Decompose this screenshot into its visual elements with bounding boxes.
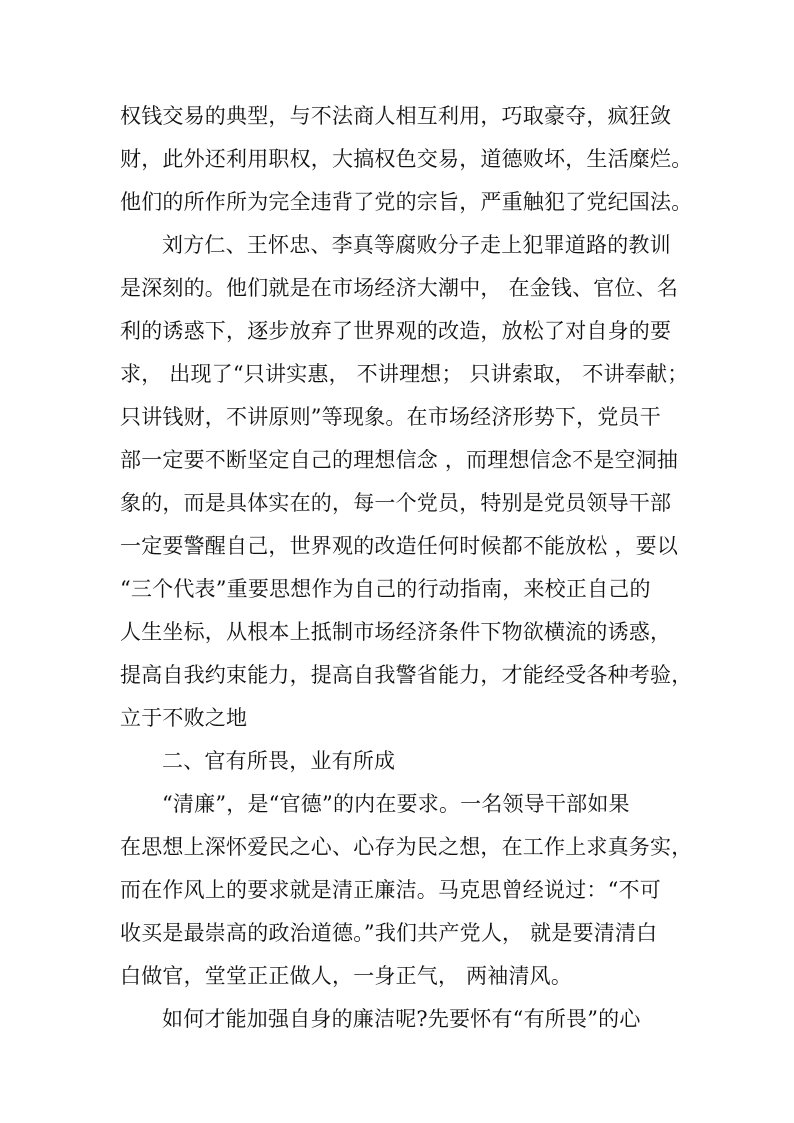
section-heading: 二、官有所畏，业有所成	[162, 749, 396, 773]
text-line: “三个代表”重要思想作为自己的行动指南，来校正自己的	[120, 577, 651, 601]
paragraph-first-line: 如何才能加强自身的廉洁呢?先要怀有“有所畏”的心	[162, 1007, 641, 1031]
text-line: 利的诱惑下，逐步放弃了世界观的改造，放松了对自身的要	[120, 319, 672, 343]
text-line: 人生坐标，从根本上抵制市场经济条件下物欲横流的诱惑，	[120, 620, 672, 644]
text-line: 只讲钱财，不讲原则”等现象。在市场经济形势下，党员干	[120, 405, 661, 429]
text-line: 财，此外还利用职权，大搞权色交易，道德败坏，生活糜烂。	[120, 147, 693, 171]
text-line: 求， 出现了“只讲实惠， 不讲理想； 只讲索取， 不讲奉献；	[120, 362, 689, 386]
text-line: 而在作风上的要求就是清正廉洁。马克思曾经说过：“不可	[120, 878, 661, 902]
text-line: 提高自我约束能力，提高自我警省能力，才能经受各种考验，	[120, 663, 693, 687]
text-line: 他们的所作所为完全违背了党的宗旨，严重触犯了党纪国法。	[120, 190, 693, 214]
text-line: 白做官，堂堂正正做人，一身正气， 两袖清风。	[120, 964, 573, 988]
text-line: 权钱交易的典型，与不法商人相互利用，巧取豪夺，疯狂敛	[120, 104, 672, 128]
paragraph-first-line: “清廉”，是“官德”的内在要求。一名领导干部如果	[162, 792, 630, 816]
text-line: 象的，而是具体实在的，每一个党员，特别是党员领导干部	[120, 491, 672, 515]
paragraph-first-line: 刘方仁、王怀忠、李真等腐败分子走上犯罪道路的教训	[162, 233, 671, 257]
text-line: 立于不败之地	[120, 706, 248, 730]
text-line: 收买是最崇高的政治道德。”我们共产党人， 就是要清清白	[120, 921, 658, 945]
text-line: 在思想上深怀爱民之心、心存为民之想，在工作上求真务实，	[120, 835, 693, 859]
text-line: 一定要警醒自己，世界观的改造任何时候都不能放松 ，要以	[120, 534, 679, 558]
text-line: 是深刻的。他们就是在市场经济大潮中， 在金钱、官位、名	[120, 276, 679, 300]
text-line: 部一定要不断坚定自己的理想信念 ，而理想信念不是空洞抽	[120, 448, 679, 472]
